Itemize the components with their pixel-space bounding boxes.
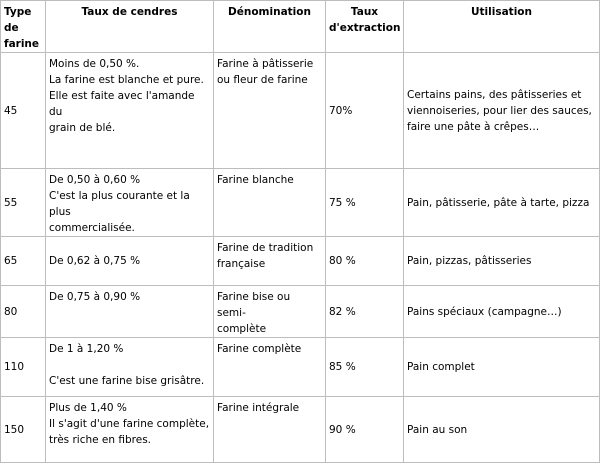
cell-text-line: faire une pâte à crêpes… — [407, 120, 540, 133]
cell-extraction: 90 % — [326, 397, 404, 463]
cell-text-line: La farine est blanche et pure. — [49, 74, 204, 86]
cell-text-line: Farine blanche — [217, 174, 294, 186]
cell-text-line: Pain, pizzas, pâtisseries — [407, 255, 532, 267]
cell-utilisation — [404, 338, 600, 397]
header-denomination: Dénomination — [214, 1, 326, 53]
table-row — [1, 53, 600, 169]
cell-spacer — [49, 357, 210, 373]
header-taux-cendres: Taux de cendres — [46, 1, 214, 53]
header-extraction-line-2: d'extraction — [329, 22, 401, 34]
cell-text-line: Farine bise ou semi- — [217, 291, 291, 319]
header-type — [1, 1, 46, 53]
cell-taux-cendres — [46, 53, 214, 169]
table-row — [1, 286, 600, 338]
cell-utilisation — [404, 286, 600, 338]
cell-denomination — [214, 169, 326, 237]
header-type-line-2: farine — [4, 38, 40, 50]
table-row — [1, 338, 600, 397]
cell-utilisation — [404, 397, 600, 463]
cell-text-line: Certains pains, des pâtisseries et — [407, 88, 582, 101]
cell-text-line: C'est la plus courante et la plus — [49, 190, 190, 218]
cell-type: 110 — [1, 338, 46, 397]
cell-taux-cendres — [46, 338, 214, 397]
table-row — [1, 169, 600, 237]
header-utilisation: Utilisation — [404, 1, 600, 53]
cell-extraction: 80 % — [326, 237, 404, 286]
cell-text-line: C'est une farine bise grisâtre. — [49, 375, 205, 387]
cell-type: 150 — [1, 397, 46, 463]
cell-text-line: Pain complet — [407, 361, 475, 373]
cell-text-line: Moins de 0,50 %. — [49, 58, 140, 70]
cell-text-line: complète — [217, 323, 267, 335]
cell-extraction: 85 % — [326, 338, 404, 397]
cell-extraction: 82 % — [326, 286, 404, 338]
cell-text-line: Elle est faite avec l'amande du — [49, 90, 195, 118]
cell-text-line: commercialisée. — [49, 222, 135, 234]
cell-denomination — [214, 286, 326, 338]
cell-text-line: Pain au son — [407, 423, 468, 436]
cell-extraction: 75 % — [326, 169, 404, 237]
cell-type: 45 — [1, 53, 46, 169]
cell-text-line: Farine de tradition — [217, 242, 314, 254]
cell-text-line: grain de blé. — [49, 122, 116, 134]
cell-text-line: Farine complète — [217, 343, 302, 355]
cell-denomination — [214, 53, 326, 169]
cell-denomination — [214, 338, 326, 397]
cell-text-line: ou fleur de farine — [217, 74, 308, 86]
cell-text-line: française — [217, 258, 266, 270]
cell-denomination — [214, 237, 326, 286]
cell-taux-cendres — [46, 397, 214, 463]
header-row — [1, 1, 600, 53]
cell-denomination — [214, 397, 326, 463]
cell-utilisation — [404, 237, 600, 286]
cell-text-line: De 1 à 1,20 % — [49, 343, 124, 355]
header-extraction-line-1: Taux — [350, 6, 379, 18]
table-row — [1, 397, 600, 463]
header-type-line-1: Type de — [4, 6, 32, 34]
cell-text-line: Plus de 1,40 % — [49, 402, 127, 414]
cell-taux-cendres — [46, 286, 214, 338]
table-row — [1, 237, 600, 286]
cell-text-line: viennoiseries, pour lier des sauces, — [407, 104, 592, 117]
cell-type: 80 — [1, 286, 46, 338]
cell-utilisation — [404, 169, 600, 237]
cell-text-line: Il s'agit d'une farine complète, — [49, 418, 210, 430]
cell-taux-cendres — [46, 169, 214, 237]
header-extraction — [326, 1, 404, 53]
cell-utilisation — [404, 53, 600, 169]
cell-text-line: Pain, pâtisserie, pâte à tarte, pizza — [407, 196, 590, 209]
cell-type: 65 — [1, 237, 46, 286]
cell-taux-cendres — [46, 237, 214, 286]
cell-extraction: 70% — [326, 53, 404, 169]
cell-text-line: Farine intégrale — [217, 402, 300, 414]
cell-text-line: Pains spéciaux (campagne…) — [407, 305, 562, 318]
cell-type: 55 — [1, 169, 46, 237]
cell-text-line: De 0,62 à 0,75 % — [49, 255, 141, 267]
cell-text-line: De 0,75 à 0,90 % — [49, 291, 141, 303]
cell-text-line: Farine à pâtisserie — [217, 58, 314, 70]
cell-text-line: De 0,50 à 0,60 % — [49, 174, 141, 186]
cell-text-line: très riche en fibres. — [49, 434, 152, 446]
